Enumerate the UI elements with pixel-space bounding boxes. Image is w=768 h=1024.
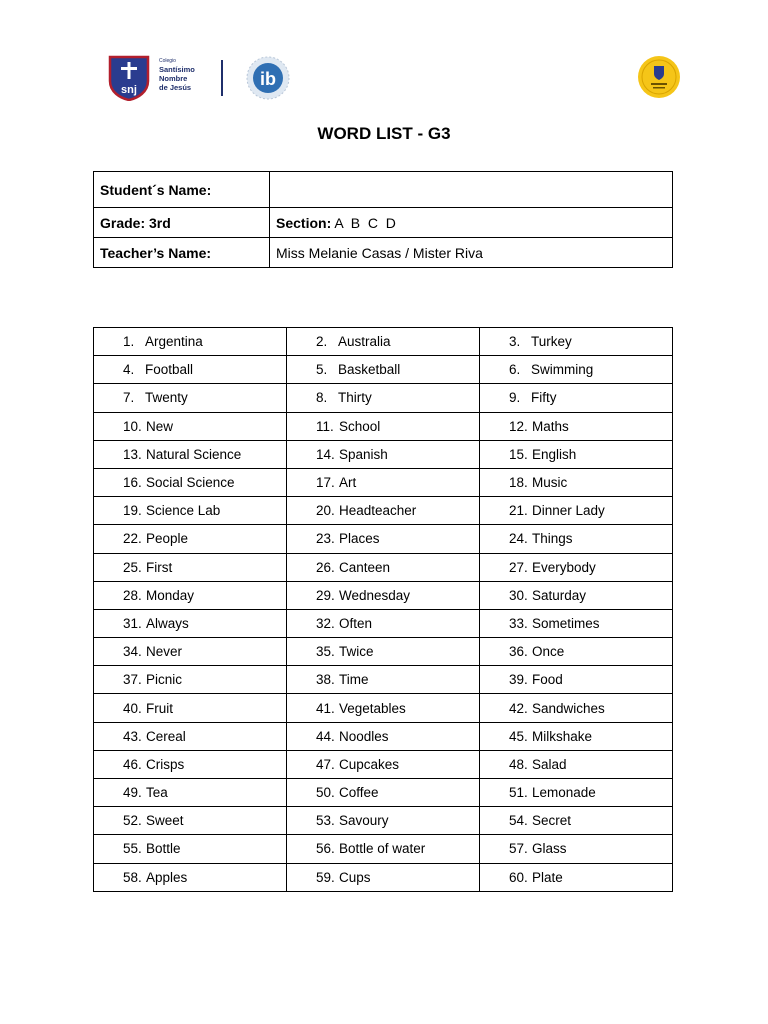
word-text: Swimming <box>531 362 594 378</box>
word-row <box>94 863 673 891</box>
word-cell <box>94 666 287 694</box>
word-number: 34. <box>123 644 142 660</box>
word-cell <box>480 581 673 609</box>
word-cell <box>94 750 287 778</box>
word-number: 38. <box>316 672 335 688</box>
word-row <box>94 581 673 609</box>
word-row <box>94 807 673 835</box>
word-text: Salad <box>532 756 567 772</box>
word-text: Twice <box>339 644 374 660</box>
logo-divider <box>221 60 223 96</box>
word-number: 5. <box>316 362 328 378</box>
word-text: Australia <box>338 334 391 350</box>
grade-section-row <box>94 208 673 238</box>
word-text: Fruit <box>146 700 173 716</box>
word-cell <box>480 384 673 412</box>
word-text: Noodles <box>339 728 389 744</box>
word-number: 31. <box>123 615 142 631</box>
word-text: Milkshake <box>532 728 593 744</box>
grade-label: Grade: 3rd <box>94 208 270 238</box>
word-cell <box>287 497 480 525</box>
word-row <box>94 384 673 412</box>
word-number: 19. <box>123 503 142 519</box>
word-cell <box>287 328 480 356</box>
word-cell <box>287 468 480 496</box>
word-cell <box>94 694 287 722</box>
word-text: Thirty <box>338 390 372 406</box>
word-text: Often <box>339 615 373 631</box>
word-text: Time <box>339 672 369 688</box>
word-number: 25. <box>123 559 142 575</box>
word-number: 35. <box>316 644 335 660</box>
word-cell <box>287 807 480 835</box>
teacher-name-value: Miss Melanie Casas / Mister Riva <box>270 238 673 268</box>
word-cell <box>480 412 673 440</box>
word-text: Tea <box>146 785 168 801</box>
word-number: 8. <box>316 390 328 406</box>
word-cell <box>480 328 673 356</box>
word-row <box>94 553 673 581</box>
word-cell <box>480 468 673 496</box>
word-text: Saturday <box>532 587 587 603</box>
word-text: New <box>146 418 174 434</box>
word-cell <box>480 807 673 835</box>
word-number: 30. <box>509 587 528 603</box>
word-cell <box>287 638 480 666</box>
word-number: 4. <box>123 362 135 378</box>
word-number: 26. <box>316 559 335 575</box>
word-text: Football <box>145 362 194 378</box>
student-info-table <box>93 171 673 268</box>
school-crest-logo <box>106 55 152 101</box>
word-text: Sandwiches <box>532 700 605 716</box>
word-cell <box>94 581 287 609</box>
word-cell <box>94 412 287 440</box>
accreditation-badge-logo <box>637 55 681 99</box>
word-cell <box>287 835 480 863</box>
word-text: School <box>339 418 381 434</box>
word-number: 36. <box>509 644 528 660</box>
word-number: 29. <box>316 587 335 603</box>
student-name-field[interactable] <box>270 172 673 208</box>
word-number: 13. <box>123 446 142 462</box>
word-text: Wednesday <box>339 587 411 603</box>
word-number: 3. <box>509 334 521 350</box>
word-text: Cereal <box>146 728 186 744</box>
word-text: Places <box>339 531 380 547</box>
word-text: Never <box>146 644 183 660</box>
word-cell <box>94 863 287 891</box>
ib-logo-text: ib <box>260 69 276 89</box>
word-number: 47. <box>316 756 335 772</box>
word-number: 14. <box>316 446 335 462</box>
word-number: 11. <box>316 418 334 434</box>
word-number: 45. <box>509 728 528 744</box>
teacher-name-label: Teacher’s Name: <box>94 238 270 268</box>
word-text: Everybody <box>532 559 596 575</box>
word-text: Art <box>339 475 357 491</box>
word-row <box>94 609 673 637</box>
word-cell <box>480 609 673 637</box>
word-number: 53. <box>316 813 335 829</box>
word-number: 40. <box>123 700 142 716</box>
word-cell <box>94 609 287 637</box>
word-number: 57. <box>509 841 528 857</box>
word-cell <box>480 666 673 694</box>
page-title: WORD LIST - G3 <box>317 124 451 143</box>
word-cell <box>287 694 480 722</box>
word-number: 46. <box>123 756 142 772</box>
school-initials: snj <box>121 84 137 96</box>
school-name-logo: Colegio Santísimo Nombre de Jesús <box>159 58 195 92</box>
word-cell <box>94 835 287 863</box>
word-list-table <box>93 327 673 892</box>
word-text: Twenty <box>145 390 188 406</box>
word-number: 32. <box>316 615 335 631</box>
word-number: 51. <box>509 785 528 801</box>
word-cell <box>480 356 673 384</box>
word-text: Basketball <box>338 362 401 378</box>
word-number: 6. <box>509 362 521 378</box>
word-text: Coffee <box>339 785 379 801</box>
word-number: 55. <box>123 841 142 857</box>
word-text: Fifty <box>531 390 557 406</box>
word-number: 56. <box>316 841 335 857</box>
word-cell <box>94 638 287 666</box>
word-text: Crisps <box>146 756 185 772</box>
word-row <box>94 835 673 863</box>
word-cell <box>480 750 673 778</box>
word-row <box>94 412 673 440</box>
word-row <box>94 638 673 666</box>
word-text: Always <box>146 615 189 631</box>
word-text: Bottle of water <box>339 841 426 857</box>
word-number: 15. <box>509 446 528 462</box>
word-text: Once <box>532 644 565 660</box>
word-cell <box>480 440 673 468</box>
word-text: Things <box>532 531 573 547</box>
word-cell <box>94 807 287 835</box>
word-cell <box>287 356 480 384</box>
word-number: 33. <box>509 615 528 631</box>
word-number: 24. <box>509 531 528 547</box>
word-cell <box>94 384 287 412</box>
word-row <box>94 722 673 750</box>
word-number: 41. <box>316 700 335 716</box>
word-cell <box>480 694 673 722</box>
word-text: Natural Science <box>146 446 242 462</box>
word-cell <box>94 779 287 807</box>
word-text: Argentina <box>145 334 203 350</box>
word-text: Bottle <box>146 841 181 857</box>
word-text: Savoury <box>339 813 389 829</box>
word-text: Dinner Lady <box>532 503 605 519</box>
word-cell <box>287 525 480 553</box>
word-row <box>94 497 673 525</box>
teacher-row <box>94 238 673 268</box>
word-cell <box>480 525 673 553</box>
word-row <box>94 750 673 778</box>
word-number: 1. <box>123 334 135 350</box>
word-number: 49. <box>123 785 142 801</box>
word-cell <box>287 609 480 637</box>
word-number: 59. <box>316 869 335 885</box>
word-cell <box>94 328 287 356</box>
word-row <box>94 468 673 496</box>
word-cell <box>287 779 480 807</box>
word-number: 16. <box>123 475 142 491</box>
word-number: 42. <box>509 700 528 716</box>
section-options: A B C D <box>331 214 396 231</box>
word-cell <box>287 722 480 750</box>
word-number: 22. <box>123 531 142 547</box>
word-text: English <box>532 446 577 462</box>
word-cell <box>287 440 480 468</box>
word-row <box>94 694 673 722</box>
word-number: 2. <box>316 334 328 350</box>
word-cell <box>480 638 673 666</box>
word-row <box>94 779 673 807</box>
word-number: 48. <box>509 756 528 772</box>
word-text: Science Lab <box>146 503 221 519</box>
word-number: 60. <box>509 869 528 885</box>
word-text: Cupcakes <box>339 756 400 772</box>
word-text: Headteacher <box>339 503 417 519</box>
word-cell <box>94 356 287 384</box>
word-number: 21. <box>509 503 528 519</box>
student-name-label: Student´s Name: <box>94 172 270 208</box>
word-number: 23. <box>316 531 335 547</box>
word-text: Vegetables <box>339 700 406 716</box>
word-cell <box>287 581 480 609</box>
section-label: Section: <box>276 214 332 231</box>
word-number: 44. <box>316 728 335 744</box>
word-number: 43. <box>123 728 142 744</box>
word-cell <box>94 525 287 553</box>
word-number: 58. <box>123 869 142 885</box>
word-text: Spanish <box>339 446 388 462</box>
word-number: 37. <box>123 672 142 688</box>
word-cell <box>94 468 287 496</box>
word-text: Maths <box>532 418 569 434</box>
word-cell <box>287 412 480 440</box>
word-number: 52. <box>123 813 142 829</box>
word-cell <box>480 553 673 581</box>
word-number: 18. <box>509 475 528 491</box>
word-cell <box>287 553 480 581</box>
word-cell <box>94 553 287 581</box>
word-text: Social Science <box>146 475 235 491</box>
word-row <box>94 666 673 694</box>
word-number: 7. <box>123 390 135 406</box>
word-text: Cups <box>339 869 371 885</box>
section-cell <box>270 208 673 238</box>
student-name-row <box>94 172 673 208</box>
word-row <box>94 440 673 468</box>
word-text: People <box>146 531 189 547</box>
word-row <box>94 328 673 356</box>
word-cell <box>287 384 480 412</box>
word-number: 17. <box>316 475 335 491</box>
word-number: 20. <box>316 503 335 519</box>
word-cell <box>480 497 673 525</box>
word-row <box>94 356 673 384</box>
word-text: Apples <box>146 869 188 885</box>
word-cell <box>287 750 480 778</box>
word-cell <box>94 722 287 750</box>
word-text: Plate <box>532 869 563 885</box>
word-cell <box>94 497 287 525</box>
ib-logo <box>246 56 290 100</box>
word-number: 54. <box>509 813 528 829</box>
word-text: Canteen <box>339 559 391 575</box>
word-cell <box>480 863 673 891</box>
word-cell <box>480 779 673 807</box>
word-text: First <box>146 559 173 575</box>
word-text: Picnic <box>146 672 183 688</box>
word-cell <box>480 835 673 863</box>
word-row <box>94 525 673 553</box>
word-cell <box>480 722 673 750</box>
word-cell <box>287 863 480 891</box>
word-text: Glass <box>532 841 567 857</box>
word-cell <box>94 440 287 468</box>
word-number: 28. <box>123 587 142 603</box>
word-number: 39. <box>509 672 528 688</box>
word-number: 12. <box>509 418 528 434</box>
word-text: Sweet <box>146 813 184 829</box>
word-number: 50. <box>316 785 335 801</box>
word-text: Food <box>532 672 563 688</box>
word-text: Monday <box>146 587 195 603</box>
word-text: Secret <box>532 813 572 829</box>
word-number: 9. <box>509 390 521 406</box>
word-text: Music <box>532 475 568 491</box>
word-text: Lemonade <box>532 785 596 801</box>
word-text: Sometimes <box>532 615 600 631</box>
word-cell <box>287 666 480 694</box>
word-text: Turkey <box>531 334 572 350</box>
word-number: 27. <box>509 559 528 575</box>
word-number: 10. <box>123 418 142 434</box>
